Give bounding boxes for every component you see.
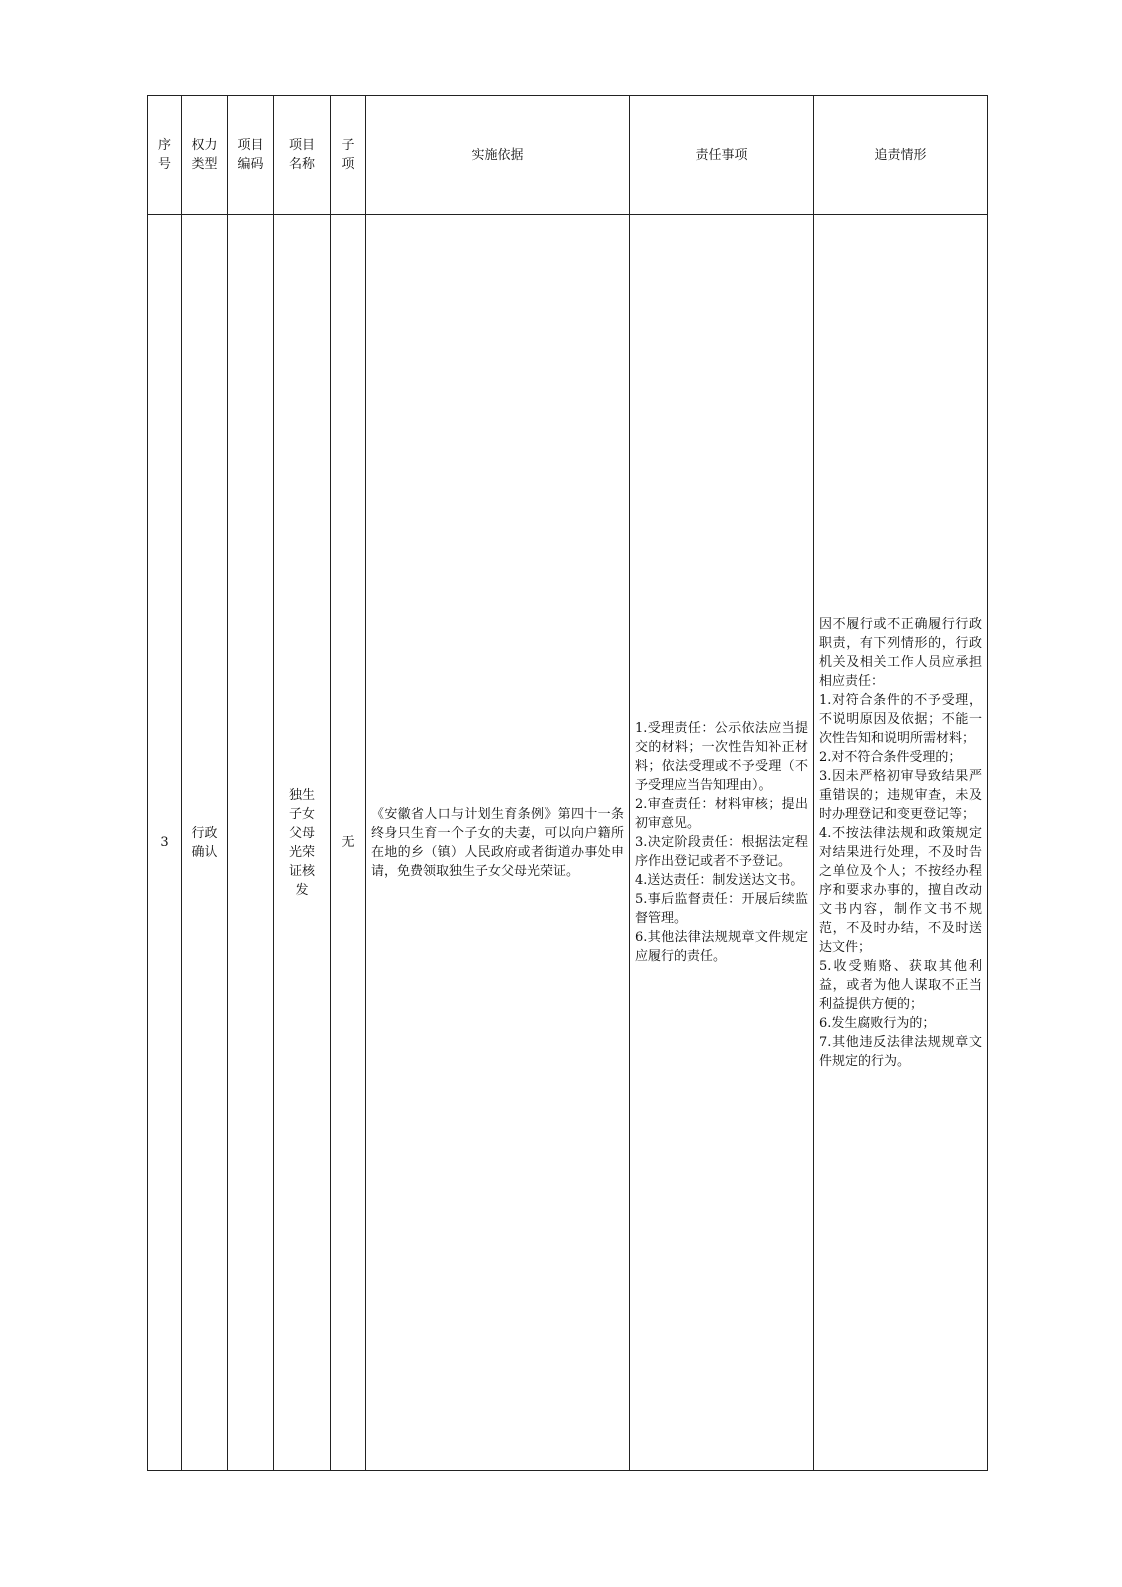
cell-sub: 无: [331, 215, 366, 1471]
power-list-table: [147, 95, 988, 1471]
cell-type: 行政确认: [182, 215, 228, 1471]
duty-text: 1.受理责任：公示依法应当提交的材料；一次性告知补正材料；依法受理或不予受理（不予受理应当告知理由）。 2.审查责任：材料审核；提出初审意见。 3.决定阶段责任：根据法定程序作出登记或者不予登记。 4.送达责任：制发送达文书。 5.事后监督责任：开展后续监督管理。 6.其他法律法规规章文件规定应履行的责任。: [635, 721, 808, 964]
header-code: 项目编码: [228, 96, 274, 215]
header-duty: 责任事项: [630, 96, 814, 215]
header-accountability: 追责情形: [814, 96, 988, 215]
header-type: 权力类型: [182, 96, 228, 215]
header-row: [148, 96, 988, 215]
header-name: 项目名称: [274, 96, 331, 215]
cell-duty: [630, 215, 814, 1471]
table-row: [148, 215, 988, 1471]
header-basis: 实施依据: [366, 96, 630, 215]
header-seq: 序号: [148, 96, 182, 215]
cell-name: 独生子女父母光荣证核发: [274, 215, 331, 1471]
cell-accountability: [814, 215, 988, 1471]
accountability-text: 因不履行或不正确履行行政职责，有下列情形的，行政机关及相关工作人员应承担相应责任： 1.对符合条件的不予受理，不说明原因及依据；不能一次性告知和说明所需材料； 2.对不符合条件受理的； 3.因未严格初审导致结果严重错误的；违规审查，未及时办理登记和变更登记等； 4.不按法律法规和政策规定对结果进行处理，不及时告之单位及个人；不按经办程序和要求办事的，擅自改动文书内容，制作文书不规范，不及时办结，不及时送达文件； 5.收受贿赂、获取其他利益，或者为他人谋取不正当利益提供方便的； 6.发生腐败行为的； 7.其他违反法律法规规章文件规定的行为。: [819, 616, 982, 1069]
cell-code: [228, 215, 274, 1471]
cell-seq: 3: [148, 215, 182, 1471]
header-sub: 子项: [331, 96, 366, 215]
basis-text: 《安徽省人口与计划生育条例》第四十一条 终身只生育一个子女的夫妻，可以向户籍所在地的乡（镇）人民政府或者街道办事处申请，免费领取独生子女父母光荣证。: [371, 806, 624, 879]
cell-basis: [366, 215, 630, 1471]
